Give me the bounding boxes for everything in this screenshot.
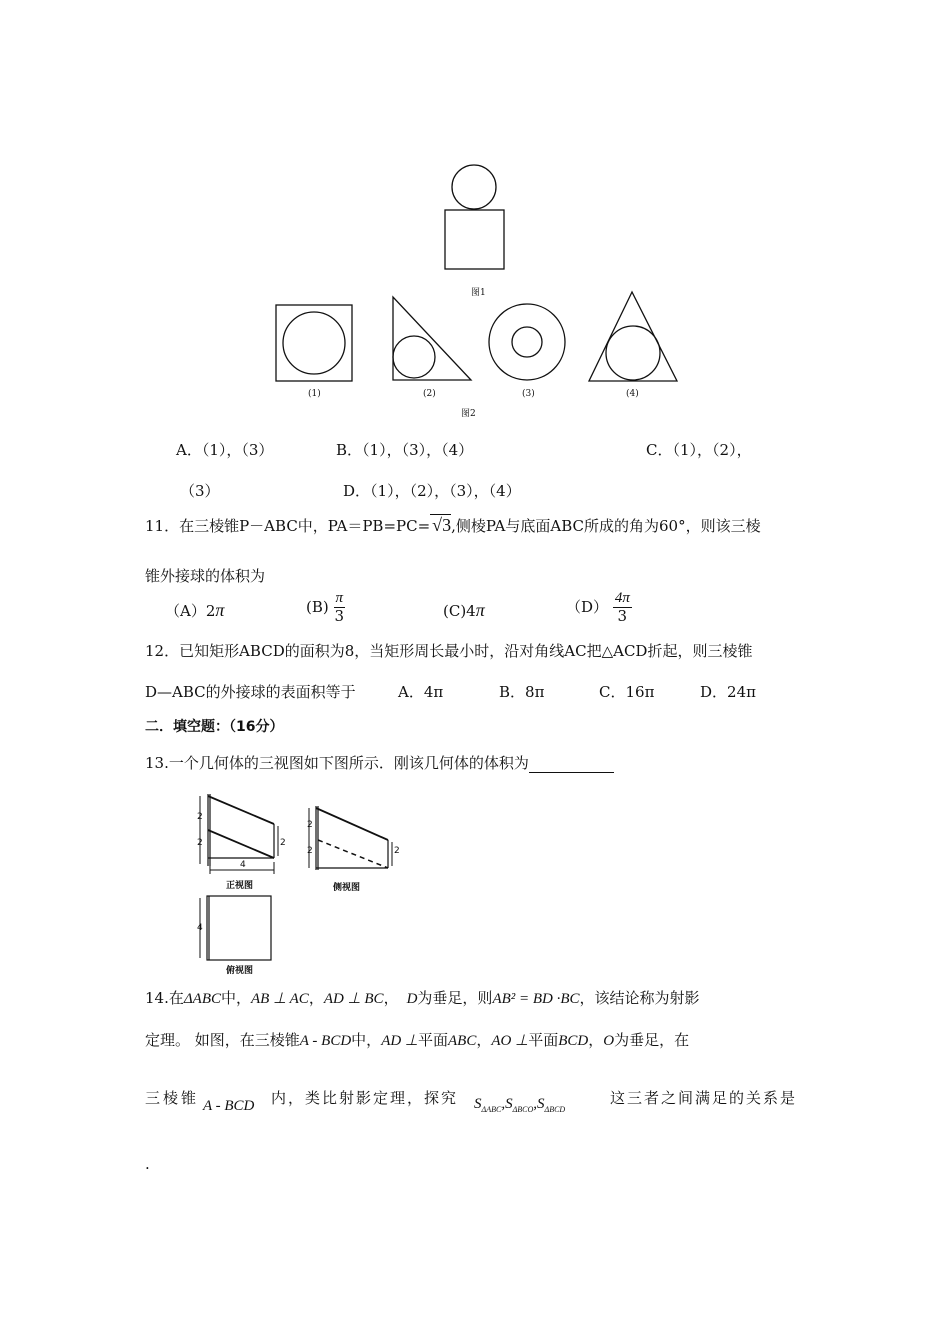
q11-stem-line2: 锥外接球的体积为	[145, 567, 266, 585]
q14-l3-s3-sub: ΔBCD	[544, 1105, 566, 1114]
figure-2-label-4: (4)	[626, 389, 639, 399]
figure-1-caption: 图1	[471, 288, 486, 298]
q11-option-b-num: π	[334, 590, 346, 608]
q14-line2	[145, 1029, 689, 1050]
q10-option-c-cont: （3）	[180, 482, 220, 500]
q14-l1-e: 为垂足，则	[417, 989, 493, 1007]
figure-2-shape-3	[487, 302, 569, 384]
q11-option-d	[566, 590, 632, 626]
q14-l1-triangle: ΔABC	[183, 991, 221, 1007]
q14-l3-s3: S	[537, 1096, 545, 1112]
q11-option-d-fraction	[613, 590, 632, 626]
q14-l2-abc: ABC	[448, 1033, 477, 1049]
q14-l1-a: 14.在	[145, 989, 184, 1007]
q14-l2-perp2: AO ⊥	[491, 1033, 529, 1049]
q13-side-dim-2a: 2	[307, 820, 313, 830]
q11-option-c	[443, 600, 485, 621]
q13-front-view	[196, 792, 296, 882]
section-2-title: 二．填空题：（16分）	[145, 719, 284, 735]
q14-l2-b: 中，	[351, 1031, 382, 1049]
q12-line2: D—ABC的外接球的表面积等于	[145, 683, 356, 701]
q11-option-d-den: 3	[617, 607, 628, 626]
q13-front-dim-2c: 2	[280, 838, 286, 848]
q11-option-b-fraction	[334, 590, 346, 626]
q14-l2-bcd: BCD	[558, 1033, 589, 1049]
q13-answer-blank[interactable]	[529, 758, 614, 773]
figure-2-caption: 图2	[461, 409, 476, 419]
q14-l3-pyramid: A - BCD	[203, 1098, 255, 1114]
q14-l3-s1: S	[474, 1096, 482, 1112]
q14-l2-O: O	[603, 1033, 615, 1049]
figure-2-label-3: (3)	[522, 389, 535, 399]
q11-sqrt: √3	[432, 515, 452, 535]
q14-l4: .	[145, 1155, 150, 1173]
q11-option-d-label: （D）	[566, 597, 609, 616]
q10-option-c: C．（1），（2），	[646, 441, 752, 459]
q14-l2-c: 平面	[418, 1031, 449, 1049]
q14-l1-b: 中，	[221, 989, 252, 1007]
q11-option-a-label: （A）2	[165, 602, 216, 620]
figure-2-label-2: (2)	[423, 389, 436, 399]
figure-1-square	[445, 210, 504, 269]
q14-l2-a: 定理。 如图，在三棱锥	[145, 1031, 300, 1049]
q13-front-dim-2a: 2	[197, 812, 203, 822]
q10-option-b: B．（1），（3），（4）	[336, 441, 474, 459]
q11-stem-pre: 11．在三棱锥P－ABC中，PA＝PB=PC=	[145, 517, 431, 535]
q14-l3-a: 三棱锥	[145, 1089, 200, 1107]
q14-l1-f: ，该结论称为射影	[579, 989, 700, 1007]
q11-option-b-den: 3	[334, 607, 345, 626]
q14-l2-e: 平面	[528, 1031, 559, 1049]
q14-l2-perp1: AD ⊥	[381, 1033, 418, 1049]
q14-l3-b: 内，类比射影定理，探究	[271, 1089, 459, 1107]
q12-option-d: D．24π	[700, 683, 756, 701]
q13-stem	[145, 752, 614, 773]
q11-option-c-label: (C)4	[443, 602, 476, 620]
q11-option-d-num: 4π	[613, 590, 632, 608]
q11-option-a	[165, 600, 224, 621]
q13-stem-text: 13.一个几何体的三视图如下图所示．刚该几何体的体积为	[145, 754, 529, 772]
q14-l3-s2: S	[505, 1096, 513, 1112]
q12-option-a: A．4π	[398, 683, 444, 701]
figure-1-circle	[452, 165, 496, 209]
q13-side-view	[306, 804, 402, 884]
q14-l2-d: ，	[476, 1031, 492, 1049]
figure-1	[440, 160, 520, 300]
q14-l2-f: ，	[588, 1031, 604, 1049]
q11-stem-post: ,侧棱PA与底面ABC所成的角为60°，则该三棱	[451, 517, 761, 535]
q14-l1-perp2: AD ⊥ BC	[323, 991, 384, 1007]
q11-option-a-pi: π	[215, 600, 225, 620]
q11-option-c-pi: π	[475, 600, 485, 620]
q12-option-c: C．16π	[599, 683, 655, 701]
q13-side-dim-2c: 2	[394, 846, 400, 856]
q14-l2-g: 为垂足，在	[614, 1031, 690, 1049]
q13-top-dim-4: 4	[197, 923, 203, 933]
figure-2-shape-2	[390, 295, 475, 385]
q13-front-dim-2b: 2	[197, 838, 203, 848]
q13-top-view	[196, 894, 280, 966]
q12-option-b: B．8π	[499, 683, 545, 701]
q14-l3-areas: $S_{\Delta ABC},S_{\Delta BCO},S_{\Delta BCD}$	[474, 1096, 566, 1114]
q14-l1-d: ，	[383, 989, 399, 1007]
q11-stem	[145, 514, 761, 536]
q14-l1-formula: AB² = BD ·BC	[492, 991, 580, 1007]
q14-line1	[145, 987, 700, 1008]
figure-2-label-1: (1)	[308, 389, 321, 399]
q10-option-d: D．（1），（2），（3），（4）	[343, 482, 521, 500]
q11-option-b-label: (B)	[306, 597, 329, 616]
q14-l3-c: 这三者之间满足的关系是	[610, 1089, 798, 1107]
q12-line1: 12．已知矩形ABCD的面积为8，当矩形周长最小时，沿对角线AC把△ACD折起，则三棱锥	[145, 642, 753, 660]
q13-side-dim-2b: 2	[307, 846, 313, 856]
q13-top-label: 俯视图	[226, 966, 254, 976]
q13-front-dim-4: 4	[240, 860, 246, 870]
q14-l2-pyramid: A - BCD	[299, 1033, 352, 1049]
q14-l1-D: D	[406, 991, 418, 1007]
q14-l3-s1-sub: ΔABC	[481, 1105, 502, 1114]
q14-l3-s2-sub: ΔBCO	[512, 1105, 534, 1114]
q11-option-b	[306, 590, 345, 626]
q13-side-label: 侧视图	[333, 883, 361, 893]
q13-front-label: 正视图	[226, 881, 254, 891]
q14-l1-perp1: AB ⊥ AC	[251, 991, 309, 1007]
q11-sqrt-value: 3	[442, 515, 452, 535]
figure-2-shape-4	[587, 290, 681, 386]
figure-2-shape-1	[275, 304, 355, 384]
q14-l1-c: ，	[308, 989, 324, 1007]
q10-option-a: A．（1），（3）	[176, 441, 274, 459]
